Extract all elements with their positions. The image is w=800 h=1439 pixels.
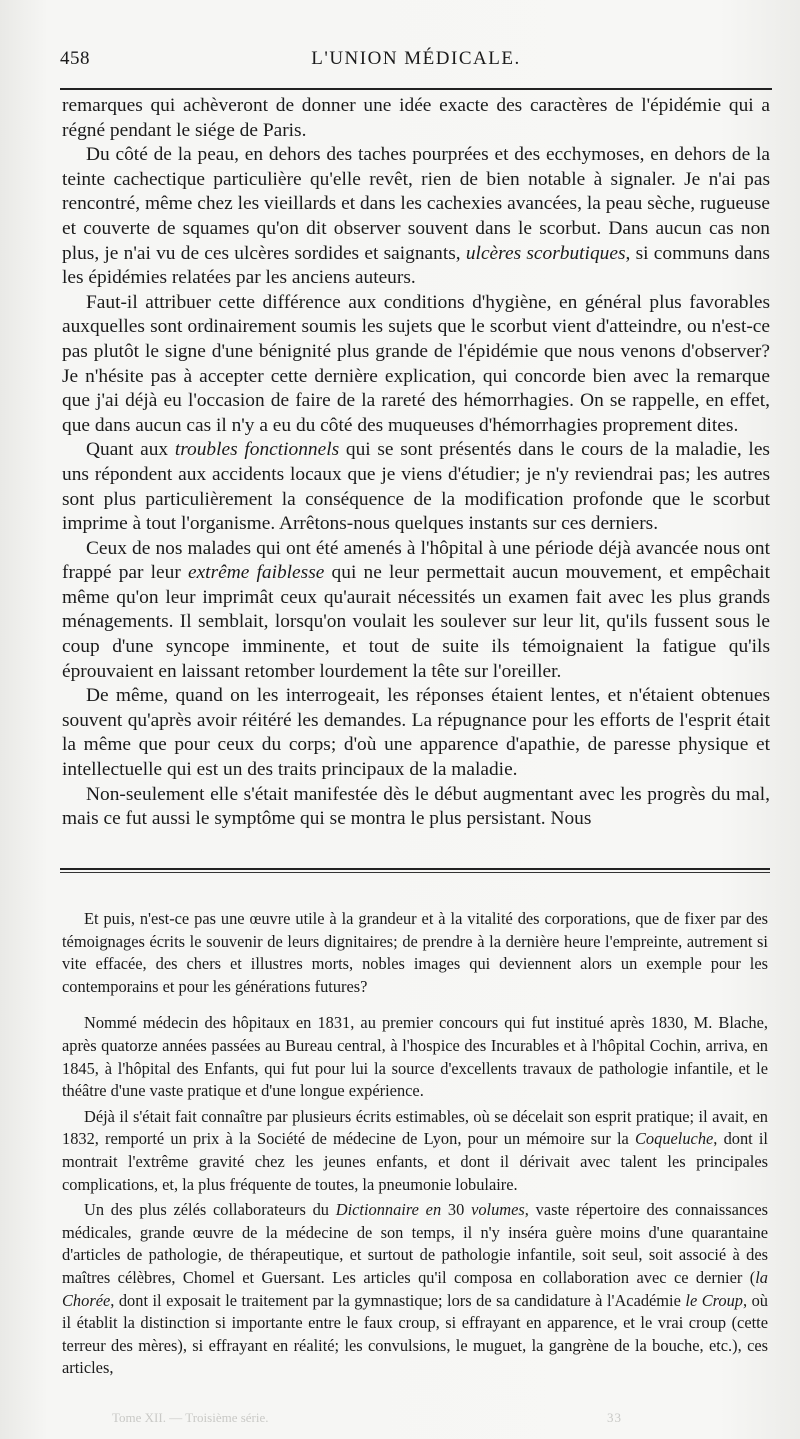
emphasis: la Chorée bbox=[62, 1267, 768, 1310]
feuilleton-paragraph: Et puis, n'est-ce pas une œuvre utile à la grandeur et à la vitalité des corporations, que de fixer par des témoignages écrits le souvenir de leurs dignitaires; de prendre à la dernière heure l'empreinte, autrement si vite effacée, des chers et illustres morts, nobles images qui deviennent alors un exemple pour les contemporains et pour les générations futures? bbox=[62, 909, 768, 996]
feuilleton-paragraph: Déjà il s'était fait connaître par plusieurs écrits estimables, où se décelait son esprit pratique; il avait, en 1832, remporté un prix à la Société de médecine de Lyon, pour un mémoire sur la Coqueluche, dont il montrait l'extrême gravité chez les jeunes enfants, et dont il dérivait avec talent les principales complications, et, la plus fréquente de toutes, la pneumonie lobulaire. bbox=[62, 1106, 768, 1194]
paragraph-functional-troubles: Quant aux troubles fonctionnels qui se sont présentés dans le cours de la maladie, les uns répondent aux accidents locaux que je viens d'étudier; je n'y reviendrai pas; les autres sont plus particulièrement la conséquence de la modification profonde que le scorbut imprime à tout l'organisme. Arrêtons-nous quelques instants sur ces derniers. bbox=[62, 439, 770, 535]
paragraph-skin: Du côté de la peau, en dehors des taches pourprées et des ecchymoses, en dehors de la teinte cachectique particulière qu'elle revêt, rien de bien notable à signaler. Je n'ai pas rencontré, même chez les vieillards et dans les cachexies avancées, la peau sèche, rugueuse et couverte de squames qu'on dit observer souvent dans le scorbut. Dans aucun cas non plus, je n'ai vu de ces ulcères sordides et saignants, ulcères scorbutiques, si communs dans les épidémies relatées par les anciens auteurs. bbox=[62, 144, 770, 289]
feuilleton-separator bbox=[60, 868, 770, 870]
page-number: 458 bbox=[60, 48, 90, 69]
page-footer bbox=[60, 1410, 772, 1432]
paragraph-weakness: Ceux de nos malades qui ont été amenés à l'hôpital à une période déjà avancée nous ont frappé par leur extrême faiblesse qui ne leur permettait aucun mouvement, et empêchait même qu'on leur imprimât ceux qu'aurait nécessités un examen fait avec les plus grands ménagements. Il semblait, lorsqu'on voulait les soulever sur leur lit, qu'ils fussent sous le coup d'une syncope imminente, et tout de suite ils témoignaient la fatigue qu'ils éprouvaient en laissant retomber lourdement la tête sur l'oreiller. bbox=[62, 537, 770, 682]
feuilleton-text bbox=[62, 908, 768, 1380]
feuilleton-paragraph: Nommé médecin des hôpitaux en 1831, au premier concours qui fut institué après 1830, M. Blache, après quatorze années passées au Bureau central, à l'hospice des Incurables et à l'hôpital Cochin, arriva, en 1845, à l'hôpital des Enfants, qui fut pour lui la source d'excellents travaux de pathologie infantile, et le théâtre d'une vaste pratique et d'une longue expérience. bbox=[62, 1013, 768, 1101]
page-header bbox=[60, 44, 772, 78]
header-rule bbox=[60, 88, 772, 90]
feuilleton-separator-thin bbox=[60, 872, 770, 873]
emphasis: Coqueluche bbox=[635, 1129, 714, 1149]
footer-signature: Tome XII. — Troisième série. bbox=[112, 1410, 269, 1425]
emphasis: le Croup bbox=[685, 1290, 744, 1310]
emphasis: volumes bbox=[471, 1200, 525, 1220]
emphasis: Dictionnaire en bbox=[335, 1200, 442, 1220]
emphasis: extrême faiblesse bbox=[187, 562, 325, 584]
paragraph-persistence: Non-seulement elle s'était manifestée dès le début augmentant avec les progrès du mal, mais ce fut aussi le symptôme qui se montra le plus persistant. Nous bbox=[62, 783, 770, 830]
paragraph-hygiene: Faut-il attribuer cette différence aux conditions d'hygiène, en général plus favorables auxquelles sont ordinairement soumis les sujets que le scorbut vient d'atteindre, ou n'est-ce pas plutôt le signe d'une bénignité plus grande de l'épidémie que nous venons d'observer? Je n'hésite pas à accepter cette dernière explication, qui concorde bien avec la remarque que j'ai déjà eu l'occasion de faire de la rareté des hémorrhagies. On se rappelle, en effet, que dans aucun cas il n'y a eu du côté des muqueuses d'hémorrhagies proprement dites. bbox=[62, 291, 770, 436]
footer-sheet-number: 33 bbox=[607, 1410, 622, 1425]
paragraph-apathy: De même, quand on les interrogeait, les réponses étaient lentes, et n'étaient obtenues souvent qu'après avoir réitéré les demandes. La répugnance pour les efforts de l'esprit était la même que pour ceux du corps; d'où une apparence d'apathie, de paresse physique et intellectuelle qui est un des traits principaux de la maladie. bbox=[62, 685, 770, 781]
emphasis: ulcères scorbutiques bbox=[465, 242, 626, 264]
main-text bbox=[62, 94, 770, 832]
feuilleton-paragraph: Un des plus zélés collaborateurs du Dictionnaire en 30 volumes, vaste répertoire des connaissances médicales, grande œuvre de la médecine de son temps, il n'y inséra guère moins d'une quarantaine d'articles de pathologie, de thérapeutique, et surtout de pathologie infantile, soit seul, soit associé à des maîtres célèbres, Chomel et Guersant. Les articles qu'il composa en collaboration avec ce dernier (la Chorée, dont il exposait le traitement par la gymnastique; lors de sa candidature à l'Académie le Croup, où il établit la distinction si importante entre le faux croup, si effrayant en apparence, et le vrai croup (cette terreur des mères), si effrayant en réalité; les convulsions, le muguet, la gangrène de la bouche, etc.), ces articles, bbox=[62, 1200, 768, 1378]
running-title: L'UNION MÉDICALE. bbox=[311, 48, 521, 69]
emphasis: troubles fonctionnels bbox=[174, 439, 340, 461]
paragraph-continuation: remarques qui achèveront de donner une idée exacte des caractères de l'épidémie qui a régné pendant le siége de Paris. bbox=[62, 95, 770, 141]
